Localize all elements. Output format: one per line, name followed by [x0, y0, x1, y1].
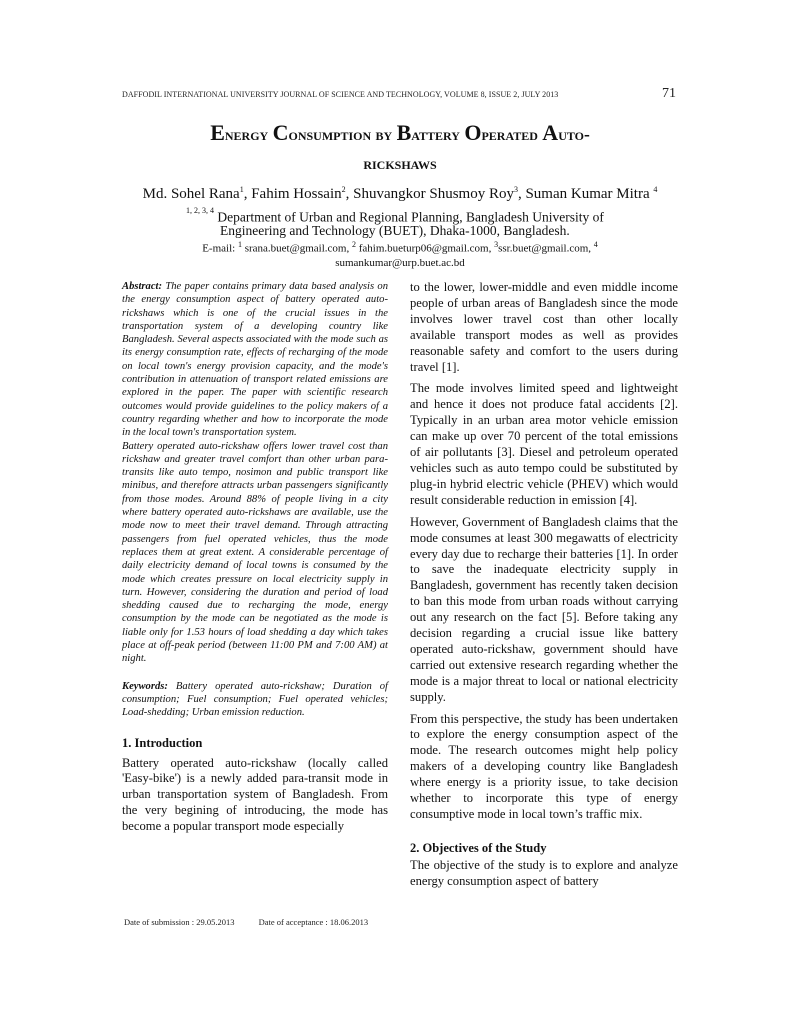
email-address[interactable]: ssr.buet@gmail.com, — [498, 242, 592, 255]
abstract-text: The paper contains primary data based analysis on the energy consumption aspect of battery operated auto-rickshaws which is one of the crucial issues in the transportation system of a developing country like Bangladesh. Several aspects associated with the mode such as its energy consumption rate, effects of recharging of the mode on local town's energy provision capacity, and the mode's contribution in attenuation of transport related emissions are explored in the paper. The paper with scientific research outcomes would provide guidelines to the policy makers of a country regarding whether and how to incorporate the mode in the local town's transportation system. — [122, 281, 388, 439]
email-sup: 4 — [593, 240, 598, 249]
email-line-1 — [110, 238, 690, 256]
body-paragraph: However, Government of Bangladesh claims that the mode consumes at least 300 megawatts of electricity every day due to recharge their batteries [1]. In order to save the inadequate electricity supply in Bangladesh, government has recently taken decision to ban this mode from urban roads without carrying out any research on the fact [5]. Before taking any decision regarding a crucial issue like battery operated auto-rickshaw, government should have carried out extensive research regarding whether the mode is a major threat to local or national electricity supply. — [410, 514, 678, 704]
abstract — [122, 280, 388, 440]
section-heading: 1. Introduction — [122, 735, 203, 750]
keywords — [122, 680, 388, 720]
acceptance-date: Date of acceptance : 18.06.2013 — [258, 917, 369, 927]
title-word: nergy — [224, 124, 269, 144]
abstract-paragraph-2: Battery operated auto-rickshaw offers lower travel cost than rickshaw and greater travel comfort than other urban para-transits like auto tempo, nosimon and public transport like minibus, and therefore attracts urban passengers significantly from those modes. Around 88% of people living in a city where battery operated auto-rickshaws are available, use the mode now to meet their travel demand. Through attracting passengers from fuel operated vehicles, thus the mode replaces them at great extent. A considerable percentage of daily electricity demand of local towns is consumed by the mode which creates pressure on local electricity supply in turn. However, considering the duration and period of load shedding caused due to recharging the mode, energy consumption by the mode can be negotiated as the mode is liable only for 1.53 hours of load shedding a day which takes place at off-peak period (between 11:00 PM and 7:00 AM) at night. — [122, 440, 388, 665]
abstract-label: Abstract: — [122, 281, 163, 292]
email-label: E-mail: — [202, 242, 236, 255]
title-line-1 — [110, 118, 690, 149]
page-number: 71 — [662, 86, 676, 101]
author-list: Md. Sohel Rana$^1$, Fahim Hossain$^2$, Shuvangkor Shusmoy Roy$^3$, Suman Kumar Mitra $^4$ — [142, 185, 658, 202]
title-line-2: rickshaws — [363, 153, 437, 173]
email-address[interactable]: fahim.bueturp06@gmail.com, — [358, 242, 492, 255]
body-paragraph: Battery operated auto-rickshaw (locally called 'Easy-bike') is a newly added para-transit mode in urban transportation system of Bangladesh. From the very begining of introducing, the mode has become a popular transport mode especially — [122, 755, 388, 834]
affiliation-text: Department of Urban and Regional Planning, Bangladesh University of — [217, 209, 604, 225]
email-sup: 2 — [351, 240, 356, 249]
author-sup: 3 — [513, 185, 518, 194]
body-paragraph: The mode involves limited speed and lightweight and hence it does not produce fatal accidents [2]. Typically in an urban area motor vehicle emission can make up over 70 percent of the total emissions of air pollutants [3]. Diesel and petroleum operated vehicles such as auto tempo could be substituted by plug-in hybrid electric vehicle (PHEV) which would result considerable reduction in emission [4]. — [410, 381, 678, 507]
author-sup: 4 — [653, 185, 658, 194]
author-emails — [110, 238, 690, 270]
running-head: DAFFODIL INTERNATIONAL UNIVERSITY JOURNAL OF SCIENCE AND TECHNOLOGY, VOLUME 8, ISSUE 2, JULY 2013 — [122, 90, 559, 99]
paper-title — [110, 118, 690, 178]
title-word: uto- — [558, 124, 590, 144]
body-paragraph: to the lower, lower-middle and even middle income people of urban areas of Bangladesh since the mode involves lower travel cost than other locally available transport modes as well as provides reasonable safety and comfort to the users during travel [1]. — [410, 280, 678, 374]
title-word: by — [375, 124, 393, 144]
submission-date: Date of submission : 29.05.2013 — [124, 917, 235, 927]
body-paragraph: From this perspective, the study has been undertaken to explore the energy consumption aspect of the mode. The research outcomes might help policy makers of a developing country like Bangladesh where energy is a priority issue, to take decision whether to incorporate this type of energy consumptive mode in local town’s traffic mix. — [410, 711, 678, 821]
author-sup: 1 — [239, 185, 244, 194]
title-word: perated — [481, 124, 538, 144]
section-heading: 2. Objectives of the Study — [410, 840, 547, 855]
affiliation-line-2: Engineering and Technology (BUET), Dhaka-1000, Bangladesh. — [220, 223, 570, 238]
title-initial: C — [272, 120, 289, 145]
author-name: Shuvangkor Shusmoy Roy — [353, 186, 514, 202]
left-column — [122, 280, 388, 841]
email-address[interactable]: srana.buet@gmail.com, — [244, 242, 350, 255]
author-name: Fahim Hossain — [251, 186, 342, 202]
email-sup: 1 — [237, 240, 242, 249]
author-name: Suman Kumar Mitra — [525, 186, 650, 202]
author-name: Md. Sohel Rana — [142, 186, 240, 202]
body-paragraph: The objective of the study is to explore and analyze energy consumption aspect of battery — [410, 857, 678, 888]
title-initial: O — [464, 120, 482, 145]
email-sup: 3 — [494, 240, 499, 249]
author-sup: 2 — [341, 185, 346, 194]
title-initial: A — [542, 120, 559, 145]
title-initial: B — [396, 120, 412, 145]
affiliation-sup: 1, 2, 3, 4 — [186, 206, 214, 215]
title-word: attery — [411, 124, 460, 144]
keywords-text: Battery operated auto-rickshaw; Duration of consumption; Fuel consumption; Fuel operated vehicles; Load-shedding; Urban emission reduction. — [122, 680, 388, 719]
title-initial: E — [210, 120, 225, 145]
title-word: onsumption — [288, 124, 372, 144]
right-column — [410, 280, 678, 896]
keywords-label: Keywords: — [122, 680, 168, 692]
submission-dates — [124, 917, 390, 927]
email-line-2[interactable]: sumankumar@urp.buet.ac.bd — [335, 256, 465, 269]
